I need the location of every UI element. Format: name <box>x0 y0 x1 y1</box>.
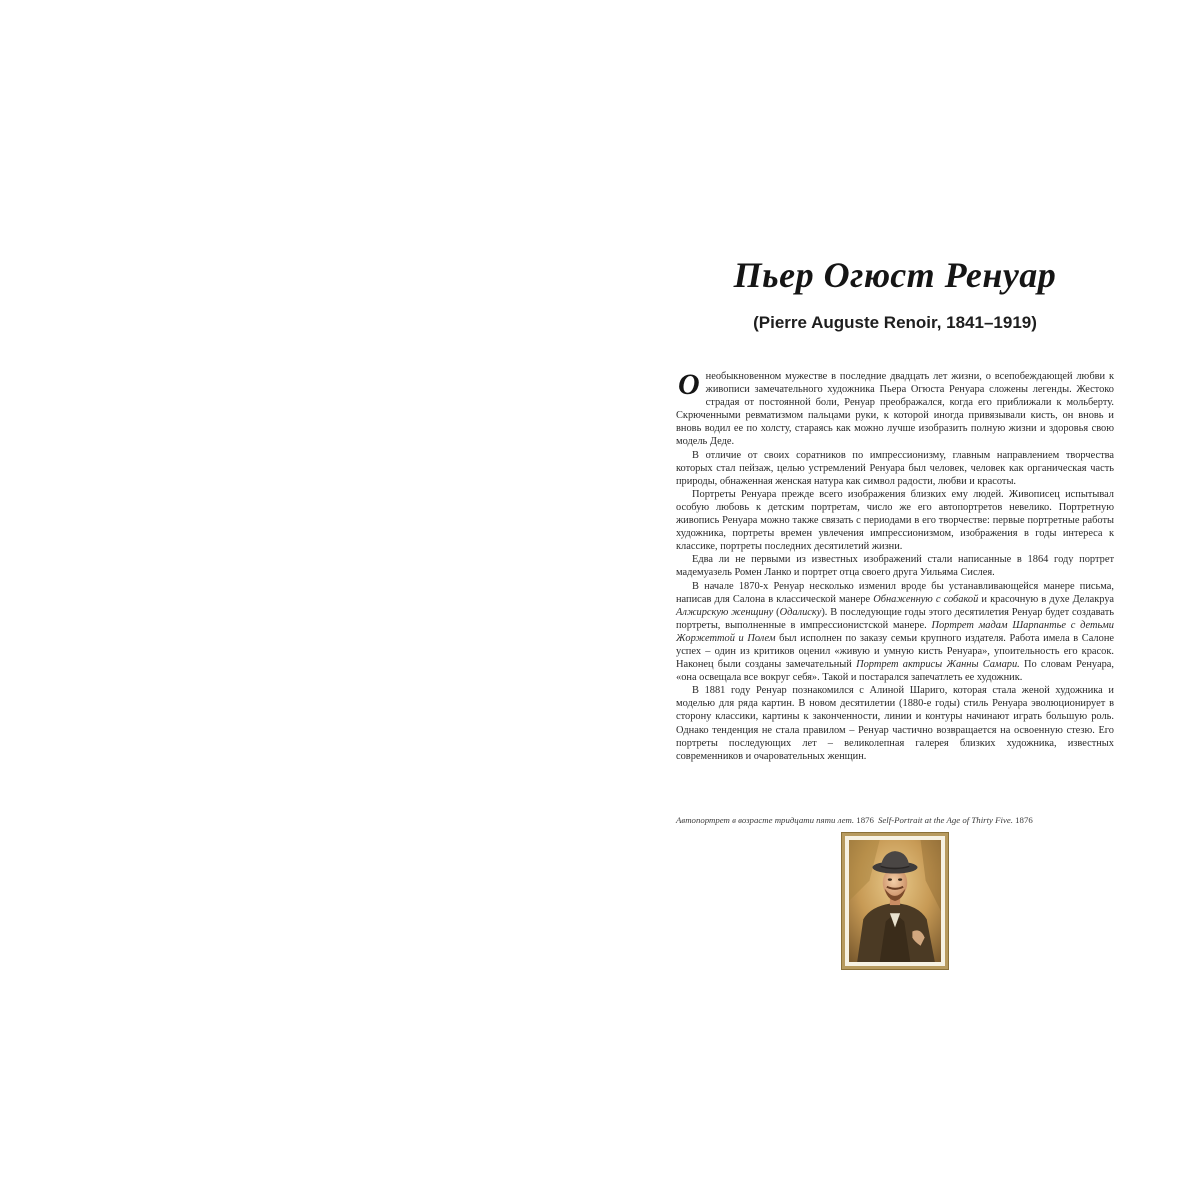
paragraph-5-text: и красочную в духе Делакруа <box>978 593 1114 605</box>
right-page <box>676 0 1114 1200</box>
paragraph-6: В 1881 году Ренуар познакомился с Алиной Шариго, которая стала женой художника и моделью для ряда картин. В новом десятилетии (1880-е годы) стиль Ренуара эволюционирует в сторону классики, картины к законченности, линии и контуры начинают играть большую роль. Однако тенденция не стала правилом – Ренуар частично возвращается на освоенную стезю. Его портреты последующих лет – великолепная галерея близких художника, известных современников и очаровательных женщин. <box>676 685 1114 762</box>
paragraph-5 <box>676 580 1114 685</box>
paragraph-3: Портреты Ренуара прежде всего изображения близких ему людей. Живописец испытывал особую любовь к детским портретам, число же его автопортретов невелико. Портретную живопись Ренуара можно также связать с периодами в его творчестве: первые портретные работы художника, портреты времен увлечения импрессионизмом, изображения в годы интереса к классике, портреты последних десятилетий жизни. <box>676 488 1114 553</box>
caption-english <box>878 815 1033 825</box>
paragraph-4: Едва ли не первыми из известных изображений стали написанные в 1864 году портрет мадемуазель Ромен Ланко и портрет отца своего друга Уильяма Сислея. <box>676 554 1114 579</box>
artwork-title: Алжирскую женщину <box>676 606 774 618</box>
caption-russian-year: 1876 <box>854 815 874 825</box>
page-title: Пьер Огюст Ренуар <box>733 255 1057 295</box>
paragraph-5-text: ). В последующие годы этого десятилетия Ренуар будет создавать портреты, выполненные в импрессионистской манере. <box>676 606 1114 631</box>
artwork-title: Портрет актрисы Жанны Самари. <box>856 659 1020 671</box>
caption-russian <box>676 815 874 825</box>
article-body <box>676 370 1114 763</box>
page-subtitle: (Pierre Auguste Renoir, 1841–1919) <box>753 313 1037 332</box>
artwork-title: Портрет мадам Шарпантье с детьми Жоржеттой и Полем <box>676 619 1115 644</box>
paragraph-1-text: необыкновенном мужестве в последние двадцать лет жизни, о всепобеждающей любви к живописи замечательного художника Пьера Огюста Ренуара сложены легенды. Жестоко страдая от постоянной боли, Ренуар преображался, когда его приближали к мольберту. Скрюченными ревматизмом пальцами руки, к которой иногда привязывали кисть, он вновь и вновь водил ее по холсту, стараясь как можно лучше изобразить полную жизни и здоровья свою модель Деде. <box>676 371 1114 448</box>
paragraph-5-text: был исполнен по заказу семьи крупного издателя. Работа имела в Салоне успех – один из критиков оценил «живую и умную кисть Ренуара», упоительность его красок. Наконец были созданы замечательный <box>676 632 1114 671</box>
caption-english-year: 1876 <box>1012 815 1033 825</box>
artwork-title: Одалиску <box>779 606 822 618</box>
paragraph-5-text: В начале 1870-х Ренуар несколько изменил вроде бы устанавливающейся манере письма, написав для Салона в классической манере <box>676 580 1114 605</box>
paragraph-2: В отличие от своих соратников по импрессионизму, главным направлением творчества которых стал пейзаж, целью устремлений Ренуара был человек, человек как органическая часть природы, обнаженная женская натура как символ радости, любви и красоты. <box>676 449 1114 487</box>
paragraph-1 <box>676 370 1114 449</box>
caption-english-title: Self-Portrait at the Age of Thirty Five. <box>878 815 1013 825</box>
painting-image <box>849 840 941 962</box>
self-portrait-painting-icon <box>842 833 948 969</box>
paragraph-5-text: ( <box>773 606 780 618</box>
caption-russian-title: Автопортрет в возрасте тридцати пяти лет. <box>676 815 855 825</box>
artwork-title: Обнаженную с собакой <box>873 593 979 605</box>
paragraph-5-text: По словам Ренуара, «она освещала все вокруг себя». Такой и постарался запечатлеть ее художник. <box>676 659 1114 684</box>
drop-cap: О <box>678 368 700 401</box>
